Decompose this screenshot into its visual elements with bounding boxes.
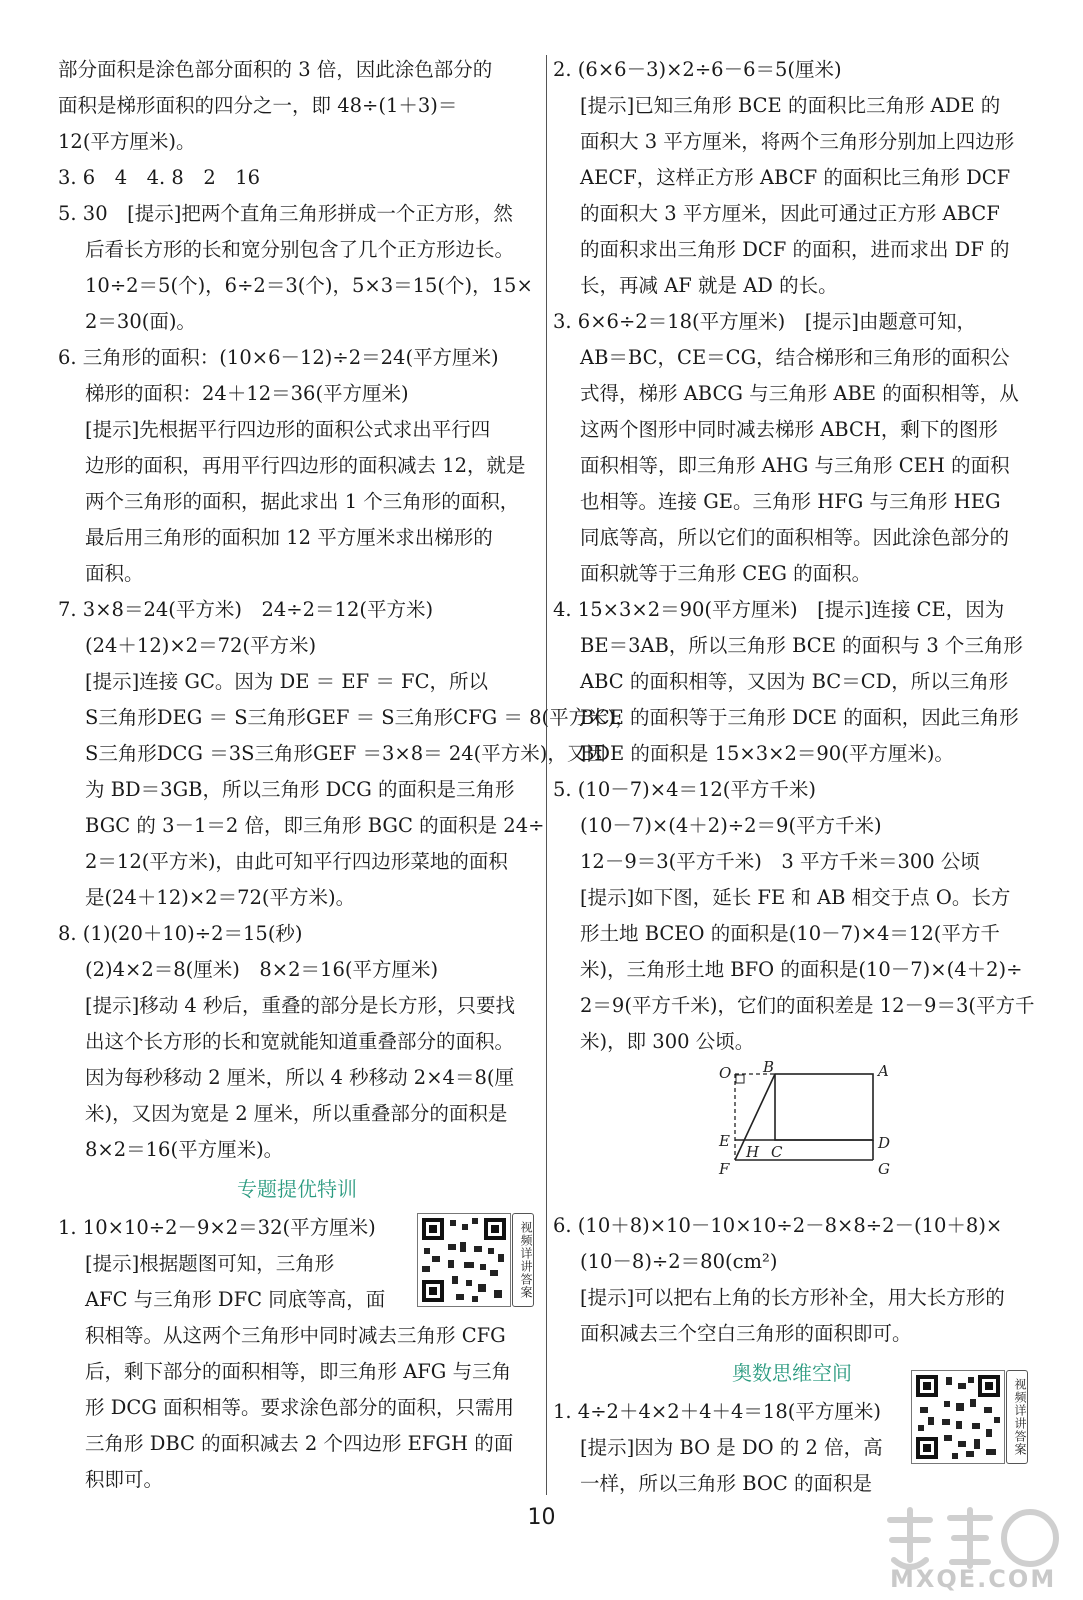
text-line: S三角形DEG ＝ S三角形GEF ＝ S三角形CFG ＝ 8(平方米)， [85, 706, 635, 729]
text-line: (24＋12)×2＝72(平方米) [85, 634, 317, 657]
text-line: BE＝3AB，所以三角形 BCE 的面积与 3 个三角形 [580, 634, 1023, 657]
hint-line: [提示]连接 GC。因为 DE ＝ EF ＝ FC，所以 [85, 670, 488, 693]
answer-7: 7. 3×8＝24(平方米) 24÷2＝12(平方米) [58, 598, 434, 621]
hint-line: [提示]根据题图可知，三角形 [85, 1252, 335, 1275]
answer-2: 2. (6×6－3)×2÷6－6＝5(厘米) [553, 58, 842, 81]
answer-4: 4. 15×3×2＝90(平方厘米) [提示]连接 CE，因为 [553, 598, 1005, 621]
text-line: 积即可。 [85, 1468, 164, 1491]
text-line: BCE 的面积等于三角形 DCE 的面积，因此三角形 [580, 706, 1019, 729]
point-label: H [746, 1143, 760, 1161]
text-line: 后，剩下部分的面积相等，即三角形 AFG 与三角 [85, 1360, 512, 1383]
text-line: (2)4×2＝8(厘米) 8×2＝16(平方厘米) [85, 958, 439, 981]
text-line: 出这个长方形的长和宽就能知道重叠部分的面积。 [85, 1030, 515, 1053]
text-line: 2＝30(面)。 [85, 310, 196, 333]
hint-line: [提示]可以把右上角的长方形补全，用大长方形的 [580, 1286, 1005, 1309]
text-line: 面积就等于三角形 CEG 的面积。 [580, 562, 872, 585]
text-line: (10－7)×(4＋2)÷2＝9(平方千米) [580, 814, 882, 837]
text-line: 长，再减 AF 就是 AD 的长。 [580, 274, 838, 297]
qr-code[interactable] [417, 1213, 511, 1307]
point-label: B [763, 1060, 775, 1076]
text-line: 面积是梯形面积的四分之一，即 48÷(1＋3)＝ [58, 94, 458, 117]
text-line: 形 DCG 面积相等。要求涂色部分的面积，只需用 [85, 1396, 515, 1419]
section-title: 专题提优特训 [237, 1177, 357, 1201]
point-label: C [771, 1143, 783, 1161]
text-line: 面积。 [85, 562, 144, 585]
point-label: G [878, 1160, 890, 1178]
answer-3-4: 3. 6 4 4. 8 2 16 [58, 166, 261, 189]
text-line: 8×2＝16(平方厘米)。 [85, 1138, 284, 1161]
text-line: S三角形DCG ＝3S三角形GEF ＝3×8＝ 24(平方米)，又因 [85, 742, 606, 765]
column-divider [546, 55, 547, 1495]
point-label: O [719, 1064, 732, 1082]
answer-6: 6. 三角形的面积：(10×6－12)÷2＝24(平方厘米) [58, 346, 499, 369]
text-line: (10－8)÷2＝80(cm²) [580, 1250, 778, 1273]
hint-line: [提示]移动 4 秒后，重叠的部分是长方形，只要找 [85, 994, 516, 1017]
text-line: 最后用三角形的面积加 12 平方厘米求出梯形的 [85, 526, 493, 549]
text-line: 部分面积是涂色部分面积的 3 倍，因此涂色部分的 [58, 58, 493, 81]
text-line: 这两个图形中同时减去梯形 ABCH，剩下的图形 [580, 418, 998, 441]
answer-3: 3. 6×6÷2＝18(平方厘米) [提示]由题意可知， [553, 310, 976, 333]
text-line: BDE 的面积是 15×3×2＝90(平方厘米)。 [580, 742, 954, 765]
text-line: 式得，梯形 ABCG 与三角形 ABE 的面积相等，从 [580, 382, 1019, 405]
text-line: 10÷2＝5(个)，6÷2＝3(个)，5×3＝15(个)，15× [85, 274, 533, 297]
hint-line: [提示]如下图，延长 FE 和 AB 相交于点 O。长方 [580, 886, 1011, 909]
text-line: 面积减去三个空白三角形的面积即可。 [580, 1322, 912, 1345]
text-line: 为 BD＝3GB，所以三角形 DCG 的面积是三角形 [85, 778, 515, 801]
text-line: 面积大 3 平方厘米，将两个三角形分别加上四边形 [580, 130, 1015, 153]
right-column [553, 52, 1035, 1502]
text-line: BGC 的 3－1＝2 倍，即三角形 BGC 的面积是 24÷ [85, 814, 545, 837]
text-line: AFC 与三角形 DFC 同底等高，面 [85, 1288, 386, 1311]
text-line: 一样，所以三角形 BOC 的面积是 [580, 1472, 872, 1495]
hint-line: [提示]已知三角形 BCE 的面积比三角形 ADE 的 [580, 94, 1001, 117]
special-answer-1: 1. 10×10÷2－9×2＝32(平方厘米) [58, 1216, 376, 1239]
text-line: 的面积大 3 平方厘米，因此可通过正方形 ABCF [580, 202, 1000, 225]
answer-8: 8. (1)(20＋10)÷2＝15(秒) [58, 922, 303, 945]
qr-pattern-icon [912, 1371, 1004, 1463]
text-line: 是(24＋12)×2＝72(平方米)。 [85, 886, 356, 909]
qr-caption: 视频详讲答案 [1006, 1370, 1028, 1464]
text-line: 面积相等，即三角形 AHG 与三角形 CEH 的面积 [580, 454, 1010, 477]
section-title: 奥数思维空间 [732, 1361, 852, 1385]
text-line: 三角形 DBC 的面积减去 2 个四边形 EFGH 的面 [85, 1432, 514, 1455]
text-line: ABC 的面积相等，又因为 BC＝CD，所以三角形 [580, 670, 1009, 693]
qr-pattern-icon [418, 1214, 510, 1306]
text-line: 也相等。连接 GE。三角形 HFG 与三角形 HEG [580, 490, 1001, 513]
text-line: 同底等高，所以它们的面积相等。因此涂色部分的 [580, 526, 1010, 549]
text-line: 因为每秒移动 2 厘米，所以 4 秒移动 2×4＝8(厘 [85, 1066, 514, 1089]
text-line: 两个三角形的面积，据此求出 1 个三角形的面积， [85, 490, 520, 513]
answer-5: 5. 30 [提示]把两个直角三角形拼成一个正方形，然 [58, 202, 513, 225]
watermark-url: MXQE.COM [890, 1565, 1057, 1593]
text-line: 边形的面积，再用平行四边形的面积减去 12，就是 [85, 454, 526, 477]
text-line: 2＝9(平方千米)，它们的面积差是 12－9＝3(平方千 [580, 994, 1035, 1017]
point-label: D [878, 1134, 891, 1152]
text-line: 2＝12(平方米)，由此可知平行四边形菜地的面积 [85, 850, 508, 873]
text-line: 12(平方厘米)。 [58, 130, 196, 153]
hint-line: [提示]先根据平行四边形的面积公式求出平行四 [85, 418, 491, 441]
text-line: 的面积求出三角形 DCF 的面积，进而求出 DF 的 [580, 238, 1010, 261]
text-line: 12－9＝3(平方千米) 3 平方千米＝300 公顷 [580, 850, 980, 873]
qr-code[interactable] [911, 1370, 1005, 1464]
text-line: 梯形的面积：24＋12＝36(平方厘米) [85, 382, 409, 405]
text-line: AECF，这样正方形 ABCF 的面积比三角形 DCF [580, 166, 1011, 189]
text-line: 米)，即 300 公顷。 [580, 1030, 755, 1053]
text-line: 积相等。从这两个三角形中同时减去三角形 CFG [85, 1324, 506, 1347]
point-label: F [719, 1160, 730, 1178]
geometry-figure [553, 1060, 1031, 1208]
text-line: 形土地 BCEO 的面积是(10－7)×4＝12(平方千 [580, 922, 1000, 945]
text-line: 后看长方形的长和宽分别包含了几个正方形边长。 [85, 238, 515, 261]
answer-5: 5. (10－7)×4＝12(平方千米) [553, 778, 817, 801]
hint-line: [提示]因为 BO 是 DO 的 2 倍，高 [580, 1436, 883, 1459]
olympiad-answer-1: 1. 4÷2＋4×2＋4＋4＝18(平方厘米) [553, 1400, 881, 1423]
point-label: A [878, 1062, 889, 1080]
answer-6: 6. (10＋8)×10－10×10÷2－8×8÷2－(10＋8)× [553, 1214, 1003, 1237]
text-line: 米)，又因为宽是 2 厘米，所以重叠部分的面积是 [85, 1102, 508, 1125]
qr-caption: 视频详讲答案 [512, 1213, 534, 1307]
text-line: AB＝BC，CE＝CG，结合梯形和三角形的面积公 [580, 346, 1010, 369]
text-line: 米)，三角形土地 BFO 的面积是(10－7)×(4＋2)÷ [580, 958, 1023, 981]
rectangle-figure-diagram [553, 1060, 1031, 1208]
page-number: 10 [527, 1505, 556, 1530]
point-label: E [719, 1132, 730, 1150]
